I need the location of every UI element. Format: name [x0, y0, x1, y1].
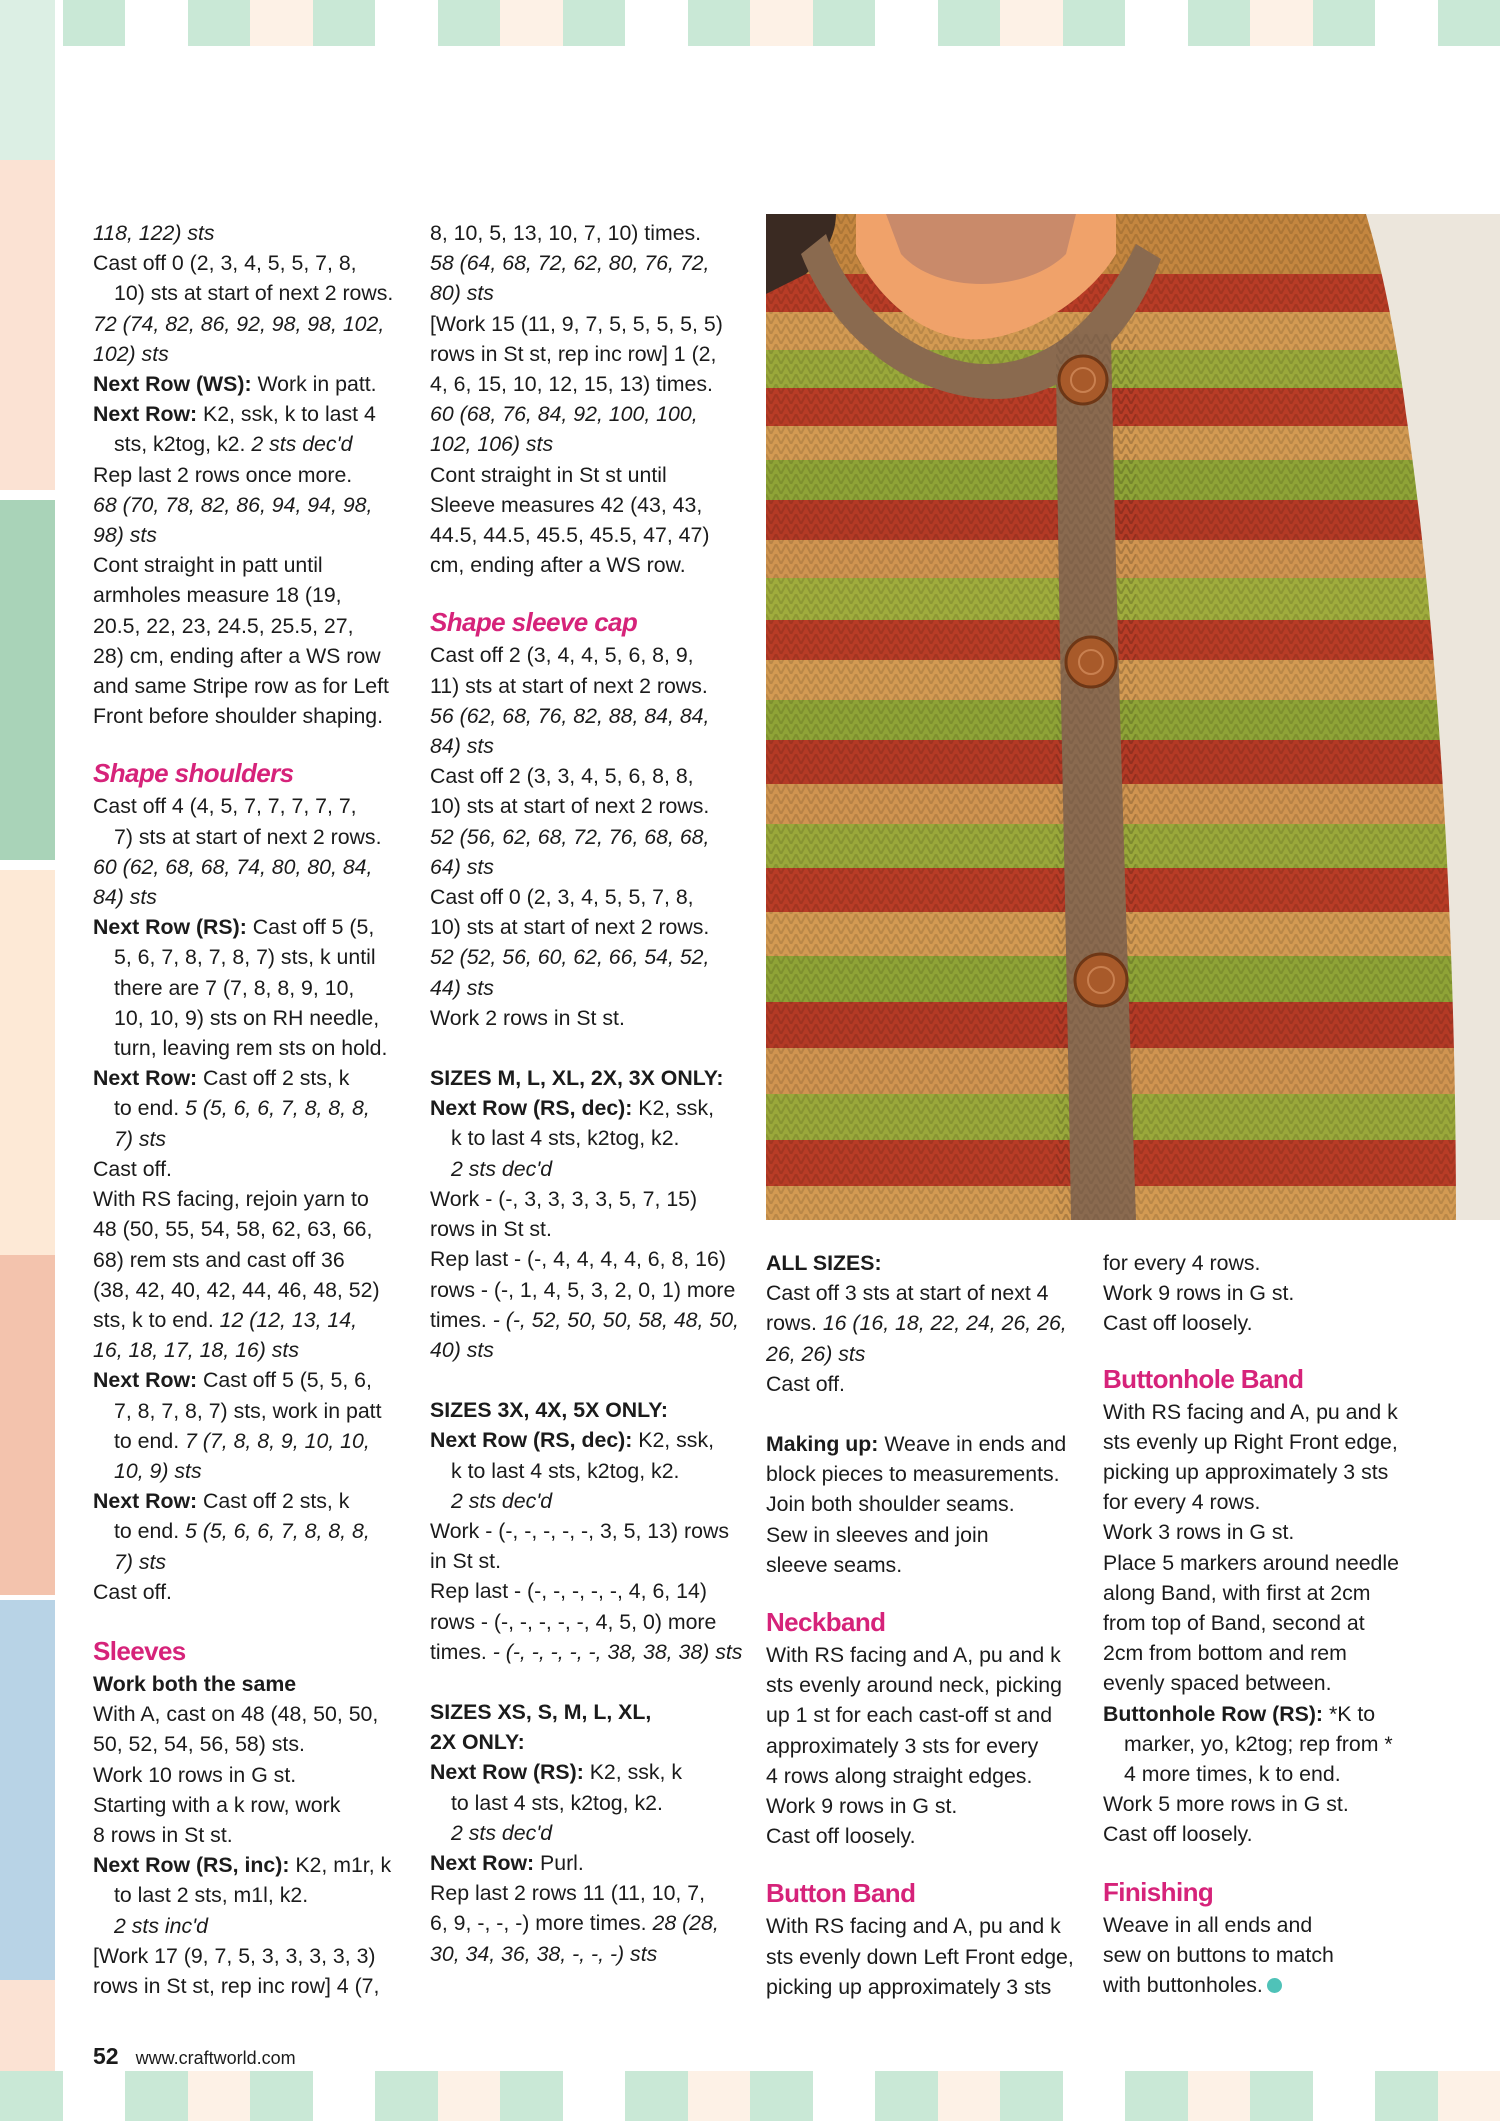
text-line: up 1 st for each cast-off st and	[766, 1703, 1053, 1728]
text-line: Cont straight in patt until	[93, 553, 323, 578]
text-line: sew on buttons to match	[1103, 1942, 1334, 1967]
text-line: 2cm from bottom and rem	[1103, 1641, 1347, 1666]
size-heading: 2X ONLY:	[430, 1730, 525, 1755]
text-line: 8, 10, 5, 13, 10, 7, 10) times.	[430, 221, 702, 245]
text-line: with buttonholes.	[1103, 1970, 1423, 2000]
instruction-line: Next Row (RS): K2, ssk, k	[430, 1760, 683, 1785]
text-line: Cast off.	[93, 1579, 172, 1604]
size-heading: SIZES M, L, XL, 2X, 3X ONLY:	[430, 1066, 724, 1091]
text-line: rows in St st, rep inc row] 4 (7,	[93, 1973, 380, 1998]
text-line: 30, 34, 36, 38, -, -, -) sts	[430, 1941, 658, 1966]
text-line: Work 10 rows in G st.	[93, 1762, 297, 1787]
section-heading-buttonhole-band: Buttonhole Band	[1103, 1363, 1304, 1394]
text-line: Cast off.	[766, 1371, 845, 1396]
instruction-line: Next Row: Purl.	[430, 1850, 584, 1875]
text-line: 4 rows along straight edges.	[766, 1763, 1033, 1788]
section-heading-button-band: Button Band	[766, 1878, 916, 1909]
yarn-ball-icon	[1267, 1978, 1282, 1993]
text-line: 11) sts at start of next 2 rows.	[430, 673, 708, 698]
text-line: 16, 18, 17, 18, 16) sts	[93, 1338, 300, 1363]
text-line: sts evenly down Left Front edge,	[766, 1944, 1074, 1969]
text-line: rows - (-, -, -, -, -, 4, 5, 0) more	[430, 1609, 717, 1634]
text-line: 2 sts dec'd	[451, 1156, 553, 1181]
instruction-line: Next Row (RS, dec): K2, ssk,	[430, 1428, 715, 1453]
text-line: there are 7 (7, 8, 8, 9, 10,	[114, 975, 355, 1000]
text-line: 52 (52, 56, 60, 62, 66, 54, 52,	[430, 945, 710, 970]
text-line: Work - (-, 3, 3, 3, 3, 5, 7, 15)	[430, 1186, 698, 1211]
instruction-line: Next Row: Cast off 2 sts, k	[93, 1489, 350, 1514]
text-line: 2 sts dec'd	[451, 1820, 553, 1845]
text-line: picking up approximately 3 sts	[766, 1974, 1052, 1999]
section-heading-finishing: Finishing	[1103, 1876, 1214, 1907]
text-line: 10, 9) sts	[114, 1458, 202, 1483]
text-line: 6, 9, -, -, -) more times. 28 (28,	[430, 1911, 719, 1936]
text-line: 10, 10, 9) sts on RH needle,	[114, 1005, 380, 1030]
text-line: 58 (64, 68, 72, 62, 80, 76, 72,	[430, 251, 710, 276]
text-line: 68) rem sts and cast off 36	[93, 1247, 345, 1272]
text-line: With A, cast on 48 (48, 50, 50,	[93, 1702, 379, 1727]
text-line: for every 4 rows.	[1103, 1490, 1261, 1515]
section-heading-neckband: Neckband	[766, 1607, 886, 1638]
text-line: Cast off loosely.	[766, 1824, 916, 1849]
text-line: Work 3 rows in G st.	[1103, 1520, 1295, 1545]
left-stripe-border	[0, 0, 55, 2121]
instruction-line: Making up: Weave in ends and	[766, 1432, 1067, 1457]
page-footer	[93, 2043, 296, 2070]
text-line: 7) sts at start of next 2 rows.	[114, 824, 382, 849]
instruction-line: Next Row: Cast off 5 (5, 5, 6,	[93, 1368, 372, 1393]
text-line: 7) sts	[114, 1549, 167, 1574]
text-line: 10) sts at start of next 2 rows.	[430, 794, 710, 819]
text-line: Cast off 0 (2, 3, 4, 5, 5, 7, 8,	[93, 251, 357, 276]
instruction-line: Next Row: K2, ssk, k to last 4	[93, 402, 376, 427]
text-line: turn, leaving rem sts on hold.	[114, 1036, 388, 1061]
text-line: Work 2 rows in St st.	[430, 1005, 625, 1030]
text-line: Sleeve measures 42 (43, 43,	[430, 492, 703, 517]
text-line: 4 more times, k to end.	[1124, 1762, 1341, 1787]
text-line: to end. 7 (7, 8, 8, 9, 10, 10,	[114, 1428, 370, 1453]
text-line: sts, k2tog, k2. 2 sts dec'd	[114, 432, 353, 457]
text-line: 50, 52, 54, 56, 58) sts.	[93, 1732, 305, 1757]
text-line: 80) sts	[430, 281, 494, 306]
text-line: With RS facing and A, pu and k	[766, 1643, 1061, 1668]
text-line: evenly spaced between.	[1103, 1671, 1332, 1696]
text-line: sts evenly up Right Front edge,	[1103, 1429, 1398, 1454]
text-line: 8 rows in St st.	[93, 1822, 233, 1847]
text-line: Rep last - (-, -, -, -, -, 4, 6, 14)	[430, 1579, 707, 1604]
cardigan-photo	[766, 214, 1500, 1220]
section-heading-shape-sleeve-cap: Shape sleeve cap	[430, 607, 638, 638]
text-line: 4, 6, 15, 10, 12, 15, 13) times.	[430, 372, 713, 397]
website-link[interactable]: www.craftworld.com	[135, 2048, 296, 2068]
text-line: 10) sts at start of next 2 rows.	[430, 915, 710, 940]
text-line: 60 (62, 68, 68, 74, 80, 80, 84,	[93, 854, 373, 879]
text-line: With RS facing and A, pu and k	[766, 1914, 1061, 1939]
instruction-line: Buttonhole Row (RS): *K to	[1103, 1701, 1376, 1726]
text-line: picking up approximately 3 sts	[1103, 1460, 1389, 1485]
text-line: to last 4 sts, k2tog, k2.	[451, 1790, 663, 1815]
text-line: With RS facing, rejoin yarn to	[93, 1187, 369, 1212]
text-line: to end. 5 (5, 6, 6, 7, 8, 8, 8,	[114, 1096, 370, 1121]
text-line: With RS facing and A, pu and k	[1103, 1399, 1398, 1424]
top-stripe-border	[0, 0, 1500, 46]
text-line: k to last 4 sts, k2tog, k2.	[451, 1458, 680, 1483]
text-line: Starting with a k row, work	[93, 1792, 341, 1817]
text-line: 118, 122) sts	[93, 221, 215, 245]
text-line: Join both shoulder seams.	[766, 1492, 1015, 1517]
bottom-stripe-border	[0, 2071, 1500, 2121]
text-line: Work - (-, -, -, -, -, 3, 5, 13) rows	[430, 1518, 729, 1543]
instruction-line: Next Row: Cast off 2 sts, k	[93, 1066, 350, 1091]
text-line: Rep last 2 rows 11 (11, 10, 7,	[430, 1881, 706, 1906]
text-line: to last 2 sts, m1l, k2.	[114, 1883, 309, 1908]
text-line: 2 sts dec'd	[451, 1488, 553, 1513]
text-line: along Band, with first at 2cm	[1103, 1580, 1371, 1605]
text-line: 40) sts	[430, 1337, 494, 1362]
text-line: rows in St st, rep inc row] 1 (2,	[430, 341, 717, 366]
size-heading: SIZES XS, S, M, L, XL,	[430, 1699, 652, 1724]
text-line: 5, 6, 7, 8, 7, 8, 7) sts, k until	[114, 945, 376, 970]
text-line: 56 (62, 68, 76, 82, 88, 84, 84,	[430, 703, 710, 728]
text-line: rows - (-, 1, 4, 5, 3, 2, 0, 1) more	[430, 1277, 736, 1302]
text-line: block pieces to measurements.	[766, 1462, 1060, 1487]
text-line: 48 (50, 55, 54, 58, 62, 63, 66,	[93, 1217, 373, 1242]
text-column-1	[93, 218, 403, 2001]
text-line: 44) sts	[430, 975, 494, 1000]
text-line: Cast off.	[93, 1156, 172, 1181]
text-line: Rep last - (-, 4, 4, 4, 4, 6, 8, 16)	[430, 1247, 726, 1272]
text-line: armholes measure 18 (19,	[93, 583, 342, 608]
instruction-line: Next Row (RS, dec): K2, ssk,	[430, 1096, 715, 1121]
text-line: [Work 17 (9, 7, 5, 3, 3, 3, 3, 3)	[93, 1943, 376, 1968]
text-line: approximately 3 sts for every	[766, 1733, 1039, 1758]
text-line: 52 (56, 62, 68, 72, 76, 68, 68,	[430, 824, 710, 849]
text-line: rows in St st.	[430, 1217, 552, 1242]
text-line: Cast off loosely.	[1103, 1822, 1253, 1847]
text-line: for every 4 rows.	[1103, 1251, 1261, 1275]
text-column-4	[1103, 1248, 1423, 2000]
text-line: times. - (-, 52, 50, 50, 58, 48, 50,	[430, 1307, 739, 1332]
text-line: Weave in all ends and	[1103, 1912, 1313, 1937]
text-column-2	[430, 218, 750, 1969]
text-column-3	[766, 1248, 1086, 2002]
text-line: Cast off 2 (3, 3, 4, 5, 6, 8, 8,	[430, 764, 694, 789]
instruction-line: Next Row (WS): Work in patt.	[93, 372, 377, 397]
size-heading: ALL SIZES:	[766, 1251, 882, 1275]
text-line: 60 (68, 76, 84, 92, 100, 100,	[430, 402, 698, 427]
text-line: from top of Band, second at	[1103, 1611, 1365, 1636]
section-heading-shape-shoulders: Shape shoulders	[93, 758, 294, 789]
text-line: 7) sts	[114, 1126, 167, 1151]
text-line: Cast off 3 sts at start of next 4	[766, 1281, 1049, 1306]
text-line: Cast off 4 (4, 5, 7, 7, 7, 7, 7,	[93, 794, 357, 819]
text-line: cm, ending after a WS row.	[430, 553, 686, 578]
text-line: Cast off loosely.	[1103, 1311, 1253, 1336]
text-line: [Work 15 (11, 9, 7, 5, 5, 5, 5, 5)	[430, 311, 723, 336]
size-heading: SIZES 3X, 4X, 5X ONLY:	[430, 1398, 668, 1423]
section-heading-sleeves: Sleeves	[93, 1635, 186, 1666]
text-line: 72 (74, 82, 86, 92, 98, 98, 102,	[93, 311, 385, 336]
text-line: sts, k to end. 12 (12, 13, 14,	[93, 1307, 358, 1332]
text-line: 84) sts	[430, 734, 494, 759]
text-line: rows. 16 (16, 18, 22, 24, 26, 26,	[766, 1311, 1067, 1336]
text-line: 44.5, 44.5, 45.5, 45.5, 47, 47)	[430, 523, 710, 548]
text-line: sts evenly around neck, picking	[766, 1673, 1062, 1698]
text-line: Cont straight in St st until	[430, 462, 667, 487]
text-line: 2 sts inc'd	[114, 1913, 209, 1938]
text-line: Work 9 rows in G st.	[766, 1794, 958, 1819]
instruction-line: Next Row (RS): Cast off 5 (5,	[93, 915, 375, 940]
text-line: times. - (-, -, -, -, -, 38, 38, 38) sts	[430, 1639, 743, 1664]
text-line: 64) sts	[430, 854, 494, 879]
text-line: 68 (70, 78, 82, 86, 94, 94, 98,	[93, 492, 373, 517]
text-line: 102, 106) sts	[430, 432, 554, 457]
text-line: and same Stripe row as for Left	[93, 674, 389, 699]
text-line: 26, 26) sts	[766, 1341, 866, 1366]
subheading: Work both the same	[93, 1671, 297, 1696]
text-line: 20.5, 22, 23, 24.5, 25.5, 27,	[93, 613, 354, 638]
text-line: 98) sts	[93, 523, 157, 548]
text-line: 102) sts	[93, 341, 169, 366]
page-number: 52	[93, 2043, 119, 2069]
instruction-line: Next Row (RS, inc): K2, m1r, k	[93, 1853, 392, 1878]
text-line: Work 9 rows in G st.	[1103, 1281, 1295, 1306]
text-line: 7, 8, 7, 8, 7) sts, work in patt	[114, 1398, 382, 1423]
text-line: Sew in sleeves and join	[766, 1522, 989, 1547]
text-line: to end. 5 (5, 6, 6, 7, 8, 8, 8,	[114, 1519, 370, 1544]
text-line: Cast off 0 (2, 3, 4, 5, 5, 7, 8,	[430, 885, 694, 910]
text-line: 84) sts	[93, 885, 157, 910]
text-line: in St st.	[430, 1549, 502, 1574]
text-line: k to last 4 sts, k2tog, k2.	[451, 1126, 680, 1151]
text-line: sleeve seams.	[766, 1552, 903, 1577]
text-line: Work 5 more rows in G st.	[1103, 1792, 1349, 1817]
text-line: Front before shoulder shaping.	[93, 704, 384, 729]
text-line: Cast off 2 (3, 4, 4, 5, 6, 8, 9,	[430, 643, 694, 668]
text-line: marker, yo, k2tog; rep from *	[1124, 1731, 1393, 1756]
text-line: Place 5 markers around needle	[1103, 1550, 1399, 1575]
text-line: Rep last 2 rows once more.	[93, 462, 353, 487]
text-line: 28) cm, ending after a WS row	[93, 643, 381, 668]
text-line: 10) sts at start of next 2 rows.	[114, 281, 394, 306]
text-line: (38, 42, 40, 42, 44, 46, 48, 52)	[93, 1277, 380, 1302]
